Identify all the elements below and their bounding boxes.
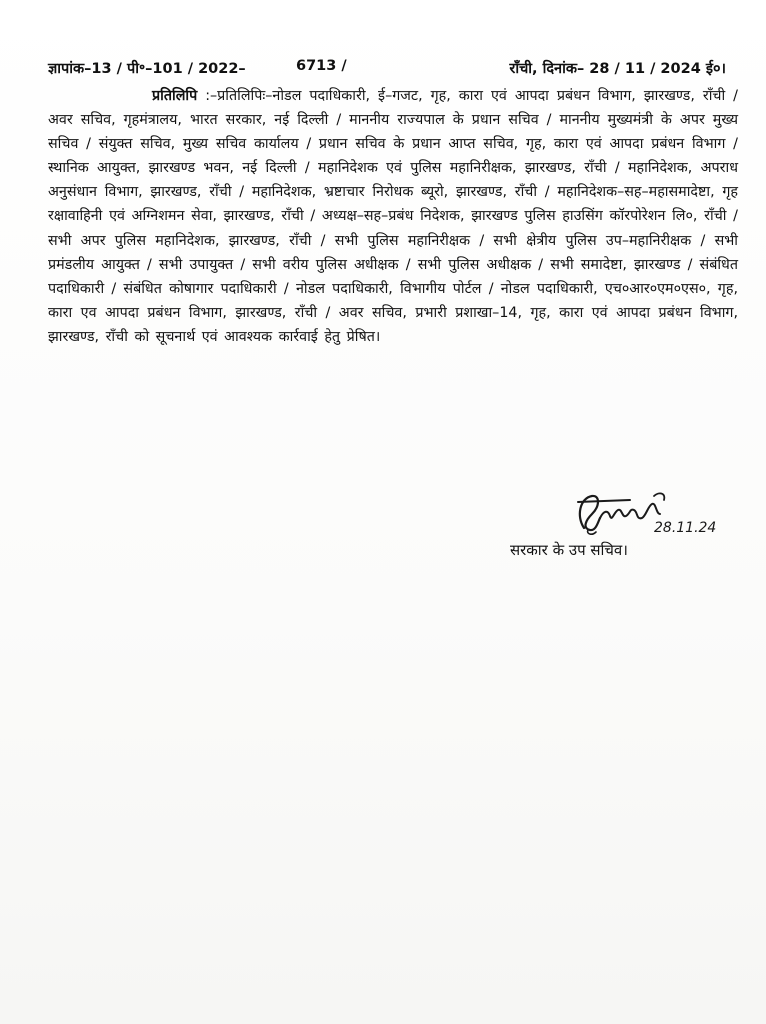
- copy-label: प्रतिलिपि: [152, 88, 198, 104]
- handwritten-signature: [570, 488, 730, 538]
- reference-line: [48, 58, 726, 84]
- memo-number: ज्ञापांक–13 / पी॰–101 / 2022–: [48, 61, 246, 77]
- letter-number: 6713 /: [296, 58, 347, 74]
- copy-to-paragraph: [48, 84, 738, 349]
- place-and-date: राँची, दिनांक– 28 / 11 / 2024 ई०।: [509, 61, 726, 77]
- signature-date: 28.11.24: [654, 520, 717, 536]
- signature-block: [500, 488, 740, 578]
- copy-recipients-text: :–प्रतिलिपिः–नोडल पदाधिकारी, ई–गजट, गृह, कारा एवं आपदा प्रबंधन विभाग, झारखण्ड, राँची / अवर सचिव, गृहमंत्रालय, भारत सरकार, नई दिल्ली / माननीय राज्यपाल के प्रधान सचिव / माननीय मुख्यमंत्री के अपर मुख्य सचिव / संयुक्त सचिव, मुख्य सचिव कार्यालय / प्रधान सचिव के प्रधान आप्त सचिव, गृह, कारा एवं आपदा प्रबंधन विभाग / स्थानिक आयुक्त, झारखण्ड भवन, नई दिल्ली / महानिदेशक एवं पुलिस महानिरीक्षक, झारखण्ड, राँची / महानिदेशक, अपराध अनुसंधान विभाग, झारखण्ड, राँची / महानिदेशक, भ्रष्टाचार निरोधक ब्यूरो, झारखण्ड, राँची / महानिदेशक–सह–महासमादेष्टा, गृह रक्षावाहिनी एवं अग्निशमन सेवा, झारखण्ड, राँची / अध्यक्ष–सह–प्रबंध निदेशक, झारखण्ड पुलिस हाउसिंग कॉरपोरेशन लि०, राँची / सभी अपर पुलिस महानिदेशक, झारखण्ड, राँची / सभी पुलिस महानिरीक्षक / सभी क्षेत्रीय पुलिस उप–महानिरीक्षक / सभी प्रमंडलीय आयुक्त / सभी उपायुक्त / सभी वरीय पुलिस अधीक्षक / सभी पुलिस अधीक्षक / सभी समादेष्टा, झारखण्ड / संबंधित पदाधिकारी / संबंधित कोषागार पदाधिकारी / नोडल पदाधिकारी, विभागीय पोर्टल / नोडल पदाधिकारी, एच०आर०एम०एस०, गृह, कारा एव आपदा प्रबंधन विभाग, झारखण्ड, राँची / अवर सचिव, प्रभारी प्रशाखा–14, गृह, कारा एवं आपदा प्रबंधन विभाग, झारखण्ड, राँची को सूचनार्थ एवं आवश्यक कार्रवाई हेतु प्रेषित।: [48, 88, 738, 345]
- signatory-designation: सरकार के उप सचिव।: [510, 541, 628, 559]
